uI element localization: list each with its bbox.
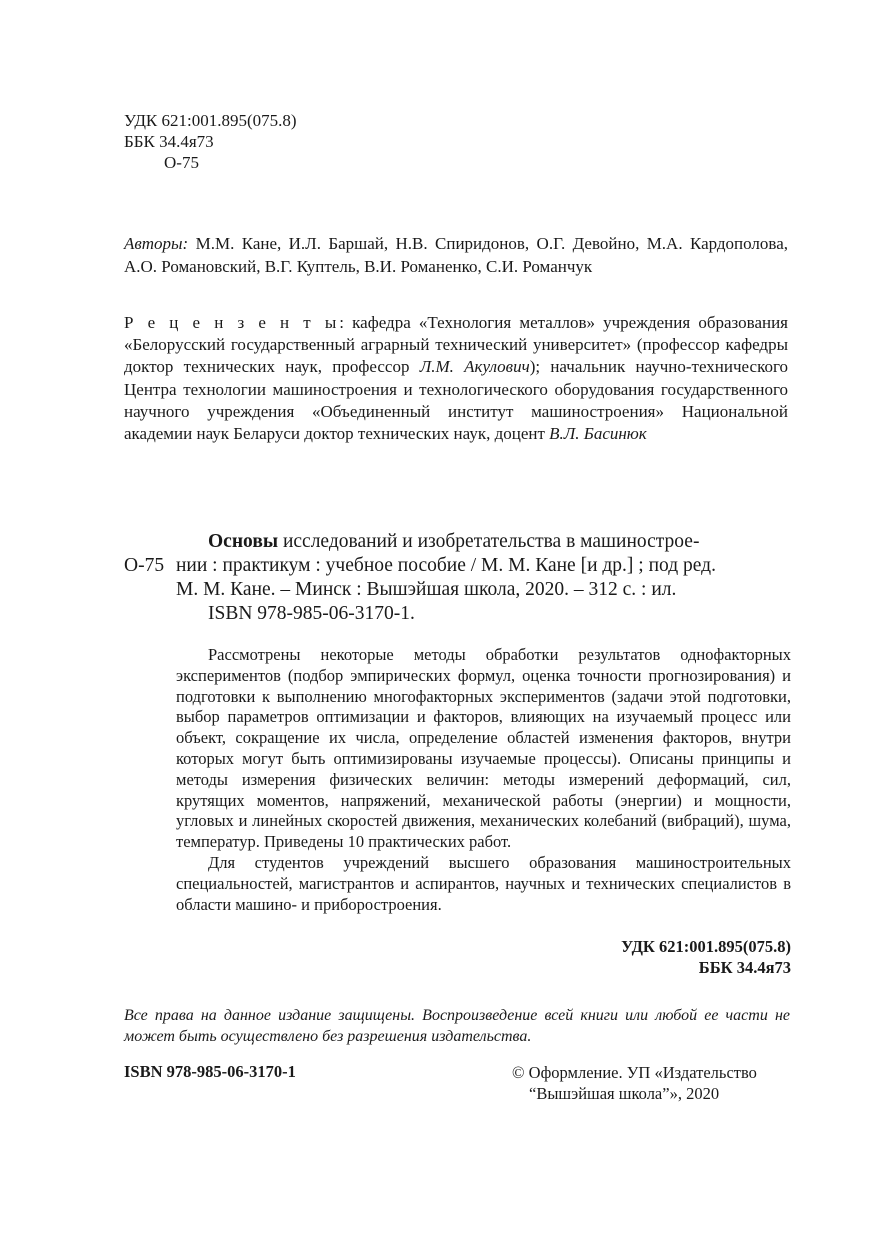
copyright <box>512 1062 757 1104</box>
annotation-paragraph-1: Рассмотрены некоторые методы обработки результатов однофакторных экспериментов (подбор эмпирических формул, оценка точности прогнозирования) и подготовки к выполнению многофакторных экспериментов (задачи этой подготовки, выбор параметров оптимизации и факторов, влияющих на изучаемый процесс или объект, сокращение их числа, определение областей изменения факторов, внутри которых могут быть оптимизированы изучаемые процессы). Описаны принципы и методы измерения физических величин: методы измерений деформаций, сил, крутящих моментов, напряжений, механической работы (энергии) и мощности, угловых и линейных скоростей движения, механических колебаний (вибраций), шума, температур. Приведены 10 практических работ. <box>176 645 791 852</box>
catalog-code: О-75 <box>124 555 165 576</box>
reviewer-name-2: В.Л. Басинюк <box>549 424 647 444</box>
udk-code: УДК 621:001.895(075.8) <box>124 111 297 130</box>
copyright-line-2: “Вышэйшая школа”», 2020 <box>529 1084 720 1103</box>
catalog-line-2-text: нии : практикум : учебное пособие / М. М. Кане [и др.] ; под ред. <box>176 555 716 576</box>
catalog-line-2 <box>124 554 788 578</box>
authors-list <box>124 232 788 278</box>
reviewer-name-1: Л.М. Акулович <box>419 357 530 377</box>
udc-block <box>124 110 297 173</box>
reviewers-text-1: : кафедра «Технология металлов» учреждения образования «Белорусский государственный аграрный технический университет» (профессор кафедры доктор технических наук, профессор <box>124 313 788 377</box>
annotation <box>176 645 791 915</box>
catalog-isbn: ISBN 978-985-06-3170-1. <box>208 603 415 624</box>
catalog-line-1 <box>124 530 788 554</box>
isbn: ISBN 978-985-06-3170-1 <box>124 1062 296 1081</box>
catalog-line-3: М. М. Кане. – Минск : Вышэйшая школа, 2020. – 312 с. : ил. <box>176 579 677 600</box>
authors-label: Авторы: <box>124 234 189 253</box>
catalog-entry <box>124 530 788 626</box>
reviewers <box>124 312 788 445</box>
rights-notice: Все права на данное издание защищены. Воспроизведение всей книги или любой ее части не может быть осуществлено без разрешения издательства. <box>124 1007 790 1045</box>
bbk-code-right: ББК 34.4я73 <box>698 958 791 977</box>
catalog-title-bold: Основы <box>208 531 279 552</box>
bbk-code: ББК 34.4я73 <box>124 132 214 151</box>
reviewers-text-2: ); начальник научно-технического Центра технологии машиностроения и технологического оборудования государственного научного учреждения «Объединенный институт машиностроения» Национальной академии наук Беларуси доктор технических наук, доцент <box>124 357 789 444</box>
annotation-paragraph-2: Для студентов учреждений высшего образования машиностроительных специальностей, магистрантов и аспирантов, научных и технических специалистов в области машино- и приборостроения. <box>176 852 791 914</box>
udc-block-right <box>621 936 791 978</box>
reviewers-label: Р е ц е н з е н т ы <box>124 313 340 332</box>
udk-code-right: УДК 621:001.895(075.8) <box>621 937 791 956</box>
catalog-title-rest: исследований и изобретательства в машинострое- <box>278 531 700 552</box>
author-code: О-75 <box>164 153 199 172</box>
copyright-line-1: © Оформление. УП «Издательство <box>512 1063 757 1082</box>
authors-names: М.М. Кане, И.Л. Баршай, Н.В. Спиридонов, О.Г. Девойно, М.А. Кардополова, А.О. Романовский, В.Г. Куптель, В.И. Романенко, С.И. Романчук <box>124 234 789 276</box>
